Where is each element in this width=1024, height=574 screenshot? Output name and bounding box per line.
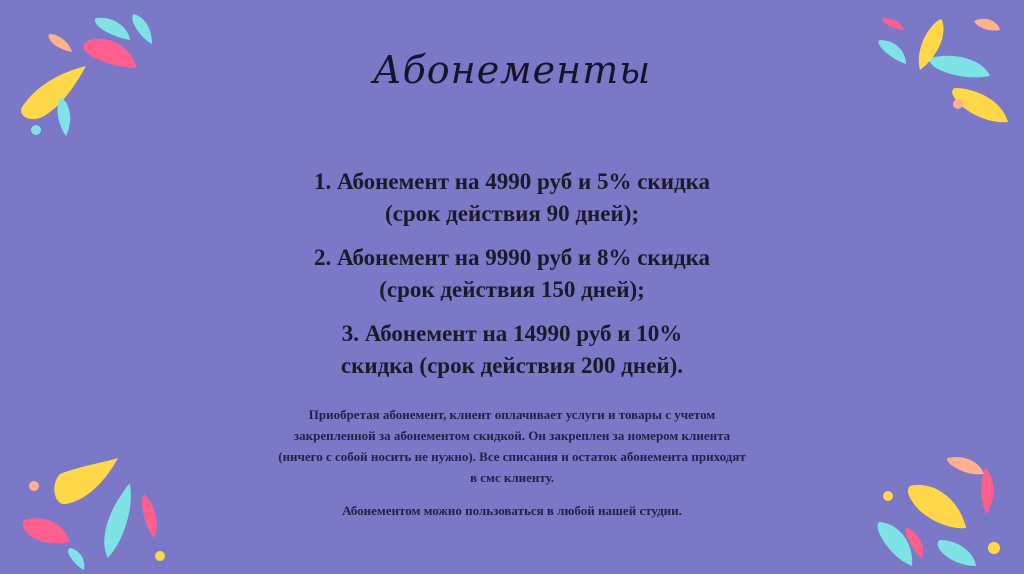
- drop-decoration: [142, 494, 157, 538]
- drop-decoration: [104, 484, 131, 558]
- offer-term: (срок действия 90 дней);: [384, 201, 640, 226]
- offer-item: [212, 166, 812, 230]
- offer-item: [212, 242, 812, 306]
- drop-decoration: [975, 19, 1001, 31]
- dot-decoration: [31, 125, 41, 135]
- note-line: в смс клиенту.: [469, 470, 555, 485]
- note-line: Приобретая абонемент, клиент оплачивает услуги и товары с учетом: [308, 407, 716, 422]
- drop-decoration: [938, 540, 976, 566]
- drop-decoration: [883, 18, 905, 30]
- drop-decoration: [132, 14, 152, 44]
- drop-decoration: [981, 468, 993, 514]
- dot-decoration: [988, 542, 1000, 554]
- offer-term: (срок действия 150 дней);: [379, 277, 645, 302]
- drop-decoration: [95, 18, 130, 40]
- offer-text: 1. Абонемент на 4990 руб и 5% скидка: [314, 169, 710, 194]
- drop-decoration: [906, 528, 924, 558]
- dot-decoration: [883, 491, 893, 501]
- offer-term: скидка (срок действия 200 дней).: [340, 353, 684, 378]
- drop-decoration: [952, 88, 1008, 122]
- dot-decoration: [29, 481, 39, 491]
- drop-decoration: [878, 522, 913, 566]
- offer-text: 2. Абонемент на 9990 руб и 8% скидка: [314, 245, 710, 270]
- subscription-note: [190, 404, 834, 533]
- drop-decoration: [947, 457, 984, 474]
- drop-decoration: [57, 98, 70, 136]
- drop-decoration: [68, 548, 84, 570]
- note-line: (ничего с собой носить не нужно). Все списания и остаток абонемента приходят: [278, 449, 746, 464]
- drop-decoration: [908, 485, 966, 528]
- note-paragraph: [190, 404, 834, 488]
- offers-list: [212, 166, 812, 394]
- drop-decoration: [23, 518, 70, 543]
- drop-decoration: [54, 458, 118, 504]
- dot-decoration: [155, 551, 165, 561]
- note-paragraph: [190, 500, 834, 521]
- offer-text: 3. Абонемент на 14990 руб и 10%: [341, 321, 683, 346]
- offer-item: [212, 318, 812, 382]
- note-line: закрепленной за абонементом скидкой. Он закреплен за номером клиента: [293, 428, 731, 443]
- note-line: Абонементом можно пользоваться в любой нашей студии.: [342, 503, 682, 518]
- dot-decoration: [953, 99, 963, 109]
- slide-title: Абонементы: [372, 48, 652, 92]
